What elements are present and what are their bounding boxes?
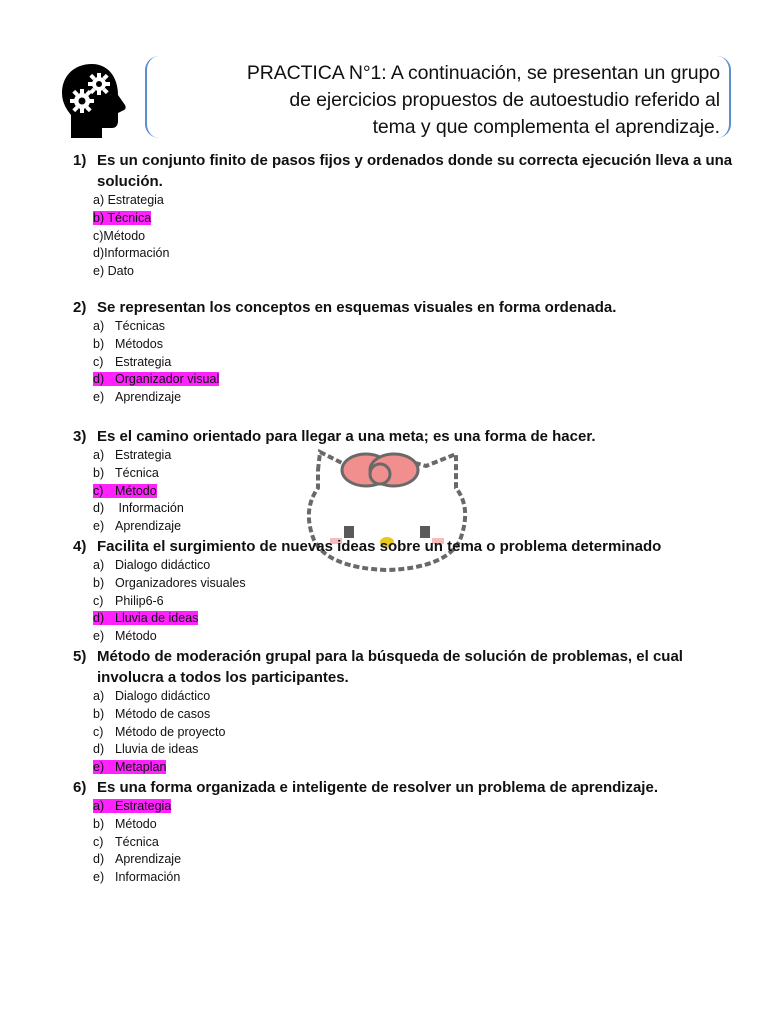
- option-b[interactable]: b) Técnica: [93, 210, 152, 225]
- options-list: [73, 447, 733, 536]
- option-e[interactable]: e) Método: [93, 629, 157, 644]
- option-c[interactable]: c)Método: [93, 228, 146, 243]
- question-5: [73, 646, 733, 777]
- option-e[interactable]: e) Aprendizaje: [93, 390, 182, 405]
- title-line: de ejercicios propuestos de autoestudio referido al: [289, 89, 720, 111]
- option-a[interactable]: a) Estrategia: [93, 193, 164, 207]
- option-e[interactable]: e) Metaplan: [93, 760, 167, 775]
- title-line: PRACTICA N°1: A continuación, se presentan un grupo: [246, 62, 720, 84]
- question-text: Se representan los conceptos en esquemas visuales en forma ordenada.: [97, 299, 617, 316]
- option-e[interactable]: e) Aprendizaje: [93, 519, 182, 534]
- question-number: 1): [73, 152, 87, 169]
- head-gears-icon: [58, 62, 128, 140]
- options-list: [73, 557, 733, 646]
- question-text: Método de moderación grupal para la búsqueda de solución de problemas, el cual involucra a todos los participantes.: [97, 648, 683, 686]
- question-text: Facilita el surgimiento de nuevas ideas sobre un tema o problema determinado: [97, 538, 662, 555]
- question-4: [73, 536, 733, 646]
- option-a[interactable]: a) Dialogo didáctico: [93, 689, 211, 703]
- options-list: [73, 798, 733, 887]
- option-a[interactable]: a) Estrategia: [93, 448, 172, 462]
- option-a[interactable]: a) Técnicas: [93, 319, 166, 333]
- question-number: 3): [73, 428, 87, 445]
- option-c[interactable]: c) Método: [93, 483, 157, 498]
- option-d[interactable]: d) Información: [93, 501, 184, 516]
- question-3: [73, 426, 733, 536]
- question-number: 2): [73, 299, 87, 316]
- option-b[interactable]: b) Técnica: [93, 465, 159, 480]
- option-b[interactable]: b) Organizadores visuales: [93, 575, 246, 590]
- question-text: Es el camino orientado para llegar a una meta; es una forma de hacer.: [97, 428, 596, 445]
- question-text: Es un conjunto finito de pasos fijos y ordenados donde su correcta ejecución lleva a una solución.: [97, 152, 733, 190]
- question-text: Es una forma organizada e inteligente de resolver un problema de aprendizaje.: [97, 779, 658, 796]
- option-b[interactable]: b) Método: [93, 816, 157, 831]
- option-d[interactable]: d) Lluvia de ideas: [93, 742, 199, 757]
- option-c[interactable]: c) Método de proyecto: [93, 724, 226, 739]
- question-2: [73, 297, 733, 407]
- page-title: [160, 60, 720, 141]
- question-1: [73, 150, 733, 281]
- question-6: [73, 777, 733, 887]
- title-line: tema y que complementa el aprendizaje.: [372, 116, 720, 138]
- option-d[interactable]: d) Organizador visual: [93, 372, 220, 387]
- question-number: 6): [73, 779, 87, 796]
- option-b[interactable]: b) Método de casos: [93, 706, 211, 721]
- option-b[interactable]: b) Métodos: [93, 336, 163, 351]
- option-a[interactable]: a) Dialogo didáctico: [93, 558, 211, 572]
- options-list: [73, 688, 733, 777]
- question-number: 5): [73, 648, 87, 665]
- option-d[interactable]: d) Lluvia de ideas: [93, 611, 199, 626]
- options-list: [73, 318, 733, 407]
- option-e[interactable]: e) Información: [93, 870, 181, 885]
- option-c[interactable]: c) Estrategia: [93, 354, 172, 369]
- option-e[interactable]: e) Dato: [93, 264, 135, 279]
- option-c[interactable]: c) Técnica: [93, 834, 159, 849]
- options-list: [73, 192, 733, 281]
- option-d[interactable]: d)Información: [93, 246, 170, 261]
- question-number: 4): [73, 538, 87, 555]
- option-c[interactable]: c) Philip6-6: [93, 593, 164, 608]
- option-a[interactable]: a) Estrategia: [93, 799, 172, 813]
- option-d[interactable]: d) Aprendizaje: [93, 852, 182, 867]
